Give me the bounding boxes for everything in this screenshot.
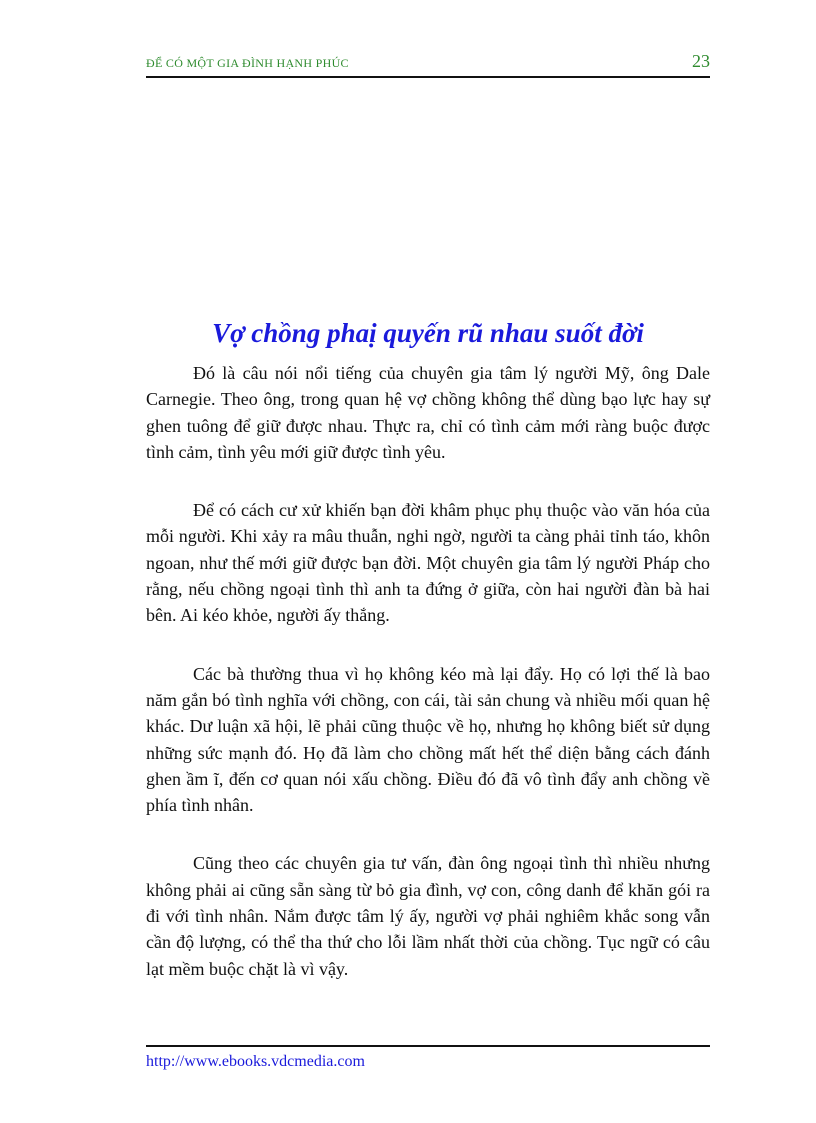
running-header <box>146 52 710 78</box>
paragraph: Để có cách cư xử khiến bạn đời khâm phục phụ thuộc vào văn hóa của mỗi người. Khi xảy ra mâu thuẫn, nghi ngờ, người ta càng phải tỉnh táo, khôn ngoan, như thế mới giữ được bạn đời. Một chuyên gia tâm lý người Pháp cho rằng, nếu chồng ngoại tình thì anh ta đứng ở giữa, còn hai người đàn bà hai bên. Ai kéo khỏe, người ấy thắng. <box>146 500 710 626</box>
chapter-title: Vợ chồng phaị quyến rũ nhau suốt đời <box>212 318 644 348</box>
body-text <box>146 354 710 982</box>
paragraph: Các bà thường thua vì họ không kéo mà lại đẩy. Họ có lợi thế là bao năm gắn bó tình nghĩa với chồng, con cái, tài sản chung và nhiều mối quan hệ khác. Dư luận xã hội, lẽ phải cũng thuộc về họ, nhưng họ không biết sử dụng những sức mạnh đó. Họ đã làm cho chồng mất hết thể diện bằng cách đánh ghen ầm ĩ, đến cơ quan nói xấu chồng. Điều đó đã vô tình đẩy anh chồng về phía tình nhân. <box>146 663 710 816</box>
book-title: ĐỂ CÓ MỘT GIA ĐÌNH HẠNH PHÚC <box>146 56 349 70</box>
paragraph: Đó là câu nói nổi tiếng của chuyên gia tâm lý người Mỹ, ông Dale Carnegie. Theo ông, trong quan hệ vợ chồng không thể dùng bạo lực hay sự ghen tuông để giữ được nhau. Thực ra, chỉ có tình cảm mới ràng buộc được tình cảm, tình yêu mới giữ được tình yêu. <box>146 363 710 462</box>
page-footer <box>146 1045 710 1071</box>
page-number: 23 <box>692 51 710 71</box>
website-link[interactable]: http://www.ebooks.vdcmedia.com <box>146 1053 365 1070</box>
paragraph: Cũng theo các chuyên gia tư vấn, đàn ông ngoại tình thì nhiều nhưng không phải ai cũng sẵn sàng từ bỏ gia đình, vợ con, công danh để khăn gói ra đi với tình nhân. Nắm được tâm lý ấy, người vợ phải nghiêm khắc song vẫn cần độ lượng, có thể tha thứ cho lỗi lầm nhất thời của chồng. Tục ngữ có câu lạt mềm buộc chặt là vì vậy. <box>146 853 710 979</box>
